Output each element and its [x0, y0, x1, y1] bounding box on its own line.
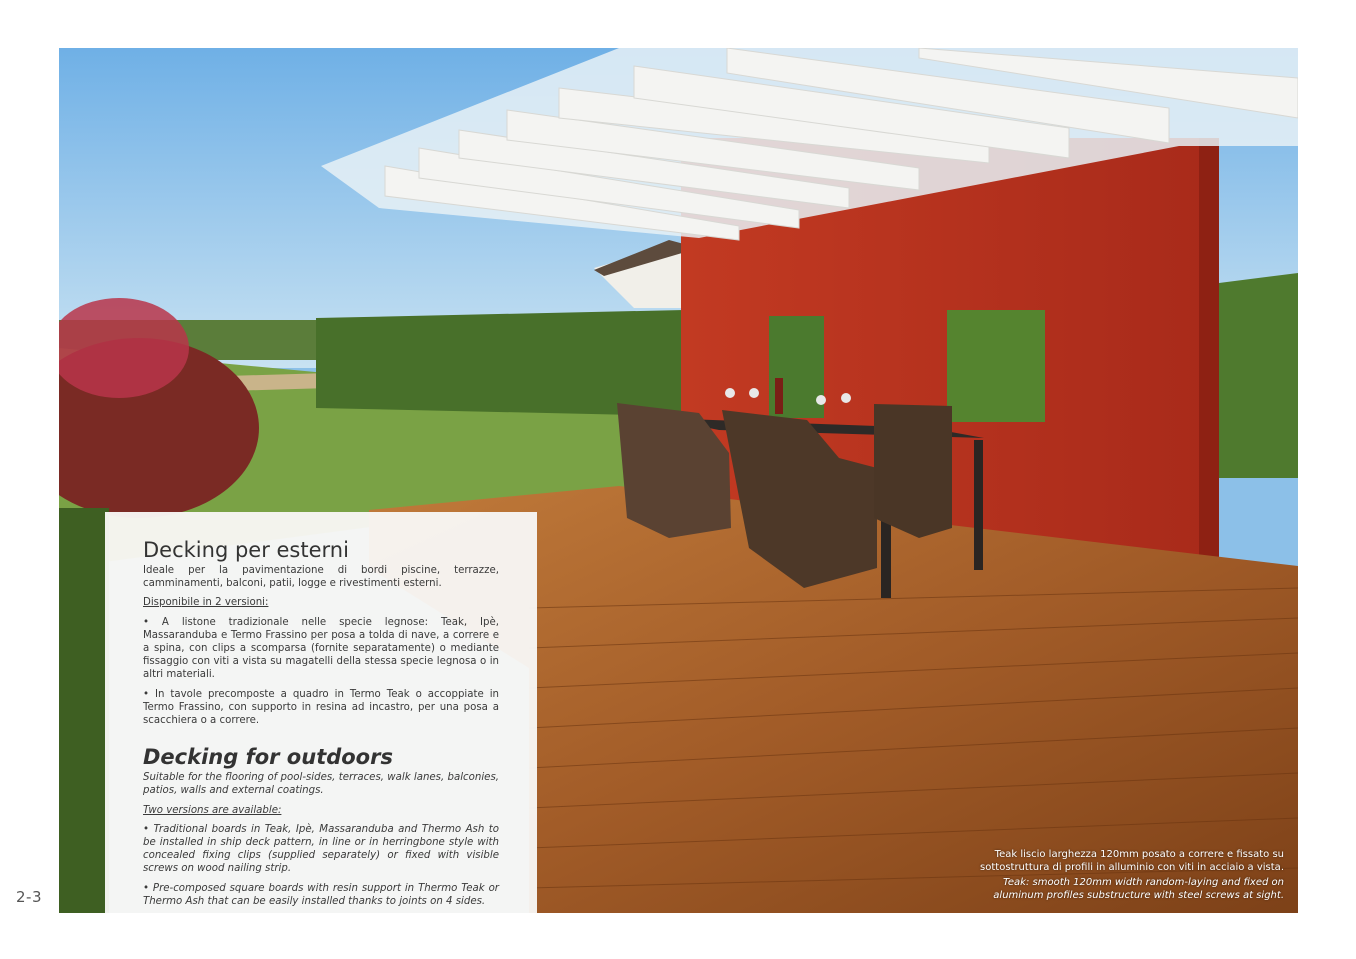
italian-title: Decking per esterni — [143, 538, 349, 562]
italian-versions-heading: Disponibile in 2 versioni: — [143, 597, 269, 609]
description-panel — [105, 512, 537, 913]
caption-italian: Teak liscio larghezza 120mm posato a correre e fissato su sottostruttura di profili in alluminio con viti in acciaio a vista. — [980, 849, 1284, 873]
italian-bullet-1: • A listone tradizionale nelle specie legnose: Teak, Ipè, Massaranduba e Termo Frassino per posa a tolda di nave, a correre e a spina, con clips a scomparsa (fornite separatamente) o mediante fissaggio con viti a vista su magatelli della stessa specie legnosa o in altri materiali. — [143, 616, 499, 681]
english-bullet-1: • Traditional boards in Teak, Ipè, Massaranduba and Thermo Ash to be installed in ship deck pattern, in line or in herringbone style with concealed fixing clips (supplied separately) or fixed with visible screws on wood nailing strip. — [143, 823, 499, 875]
caption-english: Teak: smooth 120mm width random-laying and fixed on aluminum profiles substructure with steel screws at sight. — [993, 877, 1284, 901]
english-versions-heading: Two versions are available: — [143, 804, 282, 816]
italian-intro: Ideale per la pavimentazione di bordi piscine, terrazze, camminamenti, balconi, patii, logge e rivestimenti esterni. — [143, 565, 499, 590]
page-number: 2-3 — [16, 888, 42, 906]
english-title: Decking for outdoors — [143, 745, 393, 770]
english-intro: Suitable for the flooring of pool-sides, terraces, walk lanes, balconies, patios, walls and external coatings. — [143, 772, 499, 797]
english-bullet-2: • Pre-composed square boards with resin support in Thermo Teak or Thermo Ash that can be easily installed thanks to joints on 4 sides. — [143, 882, 499, 907]
italian-bullet-2: • In tavole precomposte a quadro in Termo Teak o accoppiate in Termo Frassino, con supporto in resina ad incastro, per una posa a scacchiera o a correre. — [143, 688, 499, 727]
photo-caption — [954, 849, 1284, 905]
